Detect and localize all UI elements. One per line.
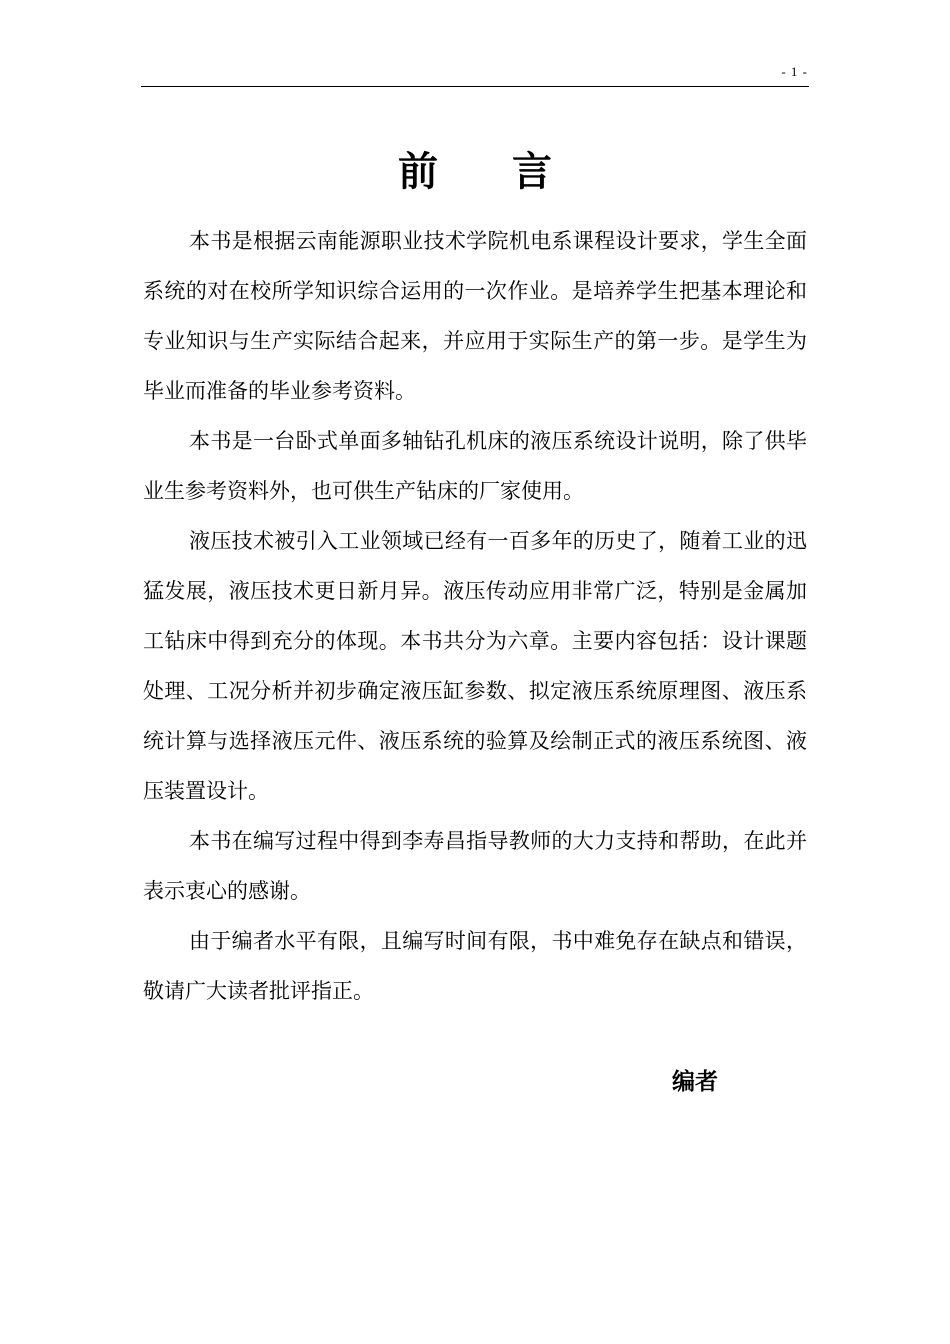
paragraph-2: 本书是一台卧式单面多轴钻孔机床的液压系统设计说明，除了供毕业生参考资料外，也可供生产钻床的厂家使用。 xyxy=(143,429,807,503)
paragraph-5: 由于编者水平有限，且编写时间有限，书中难免存在缺点和错误，敬请广大读者批评指正。 xyxy=(143,929,807,1003)
paragraph-4: 本书在编写过程中得到李寿昌指导教师的大力支持和帮助，在此并表示衷心的感谢。 xyxy=(143,829,807,903)
page-title: 前 言 xyxy=(398,149,582,195)
paragraph-1: 本书是根据云南能源职业技术学院机电系课程设计要求，学生全面系统的对在校所学知识综合运用的一次作业。是培养学生把基本理论和专业知识与生产实际结合起来，并应用于实际生产的第一步。是学生为毕业而准备的毕业参考资料。 xyxy=(143,229,807,403)
paragraph-3: 液压技术被引入工业领域已经有一百多年的历史了，随着工业的迅猛发展，液压技术更日新月异。液压传动应用非常广泛，特别是金属加工钻床中得到充分的体现。本书共分为六章。主要内容包括：设计课题处理、工况分析并初步确定液压缸参数、拟定液压系统原理图、液压系统计算与选择液压元件、液压系统的验算及绘制正式的液压系统图、液压装置设计。 xyxy=(143,529,807,803)
preface-body xyxy=(143,216,807,1016)
page-number: - 1 - xyxy=(781,64,808,79)
header-rule xyxy=(141,86,809,87)
signature: 编者 xyxy=(672,1069,718,1095)
